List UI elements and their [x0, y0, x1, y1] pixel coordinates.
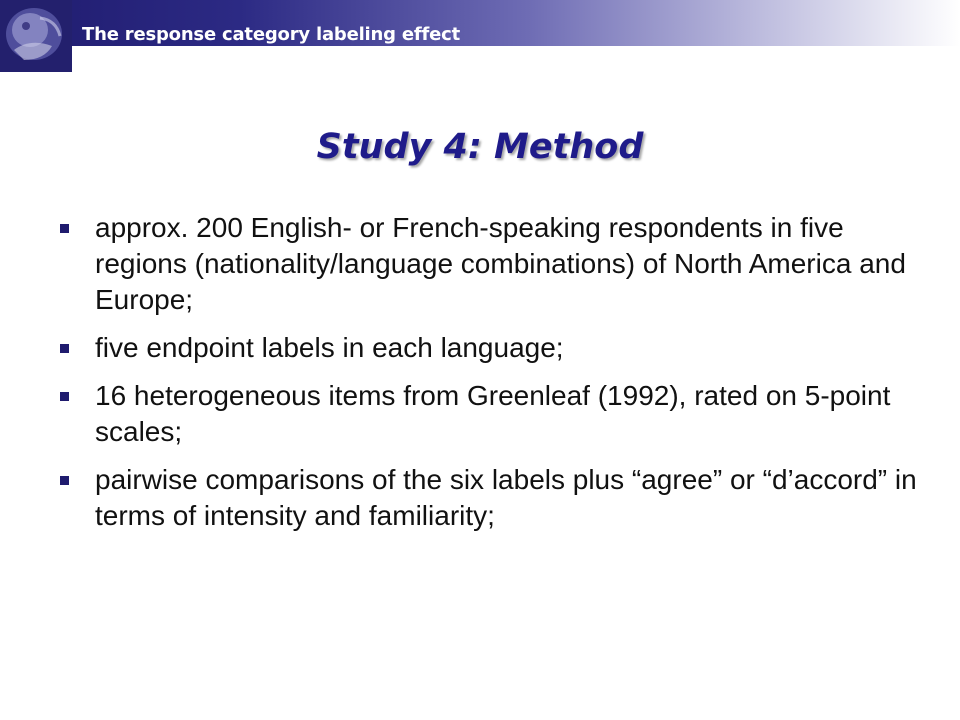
bullet-text: pairwise comparisons of the six labels plus “agree” or “d’accord” in terms of intensity and familiarity;	[95, 464, 917, 531]
bullet-list	[60, 210, 920, 546]
square-bullet-icon	[60, 224, 69, 233]
square-bullet-icon	[60, 392, 69, 401]
bullet-item	[60, 210, 920, 318]
bullet-item	[60, 330, 920, 366]
bullet-item	[60, 462, 920, 534]
square-bullet-icon	[60, 344, 69, 353]
bullet-item	[60, 378, 920, 450]
square-bullet-icon	[60, 476, 69, 485]
slide-title: Study 4: Method	[316, 127, 644, 167]
bullet-text: approx. 200 English- or French-speaking respondents in five regions (nationality/language combinations) of North America and Europe;	[95, 212, 906, 315]
header-title: The response category labeling effect	[82, 24, 461, 45]
bullet-text: 16 heterogeneous items from Greenleaf (1992), rated on 5-point scales;	[95, 380, 891, 447]
bullet-text: five endpoint labels in each language;	[95, 332, 564, 363]
lion-emblem-icon	[0, 0, 72, 72]
